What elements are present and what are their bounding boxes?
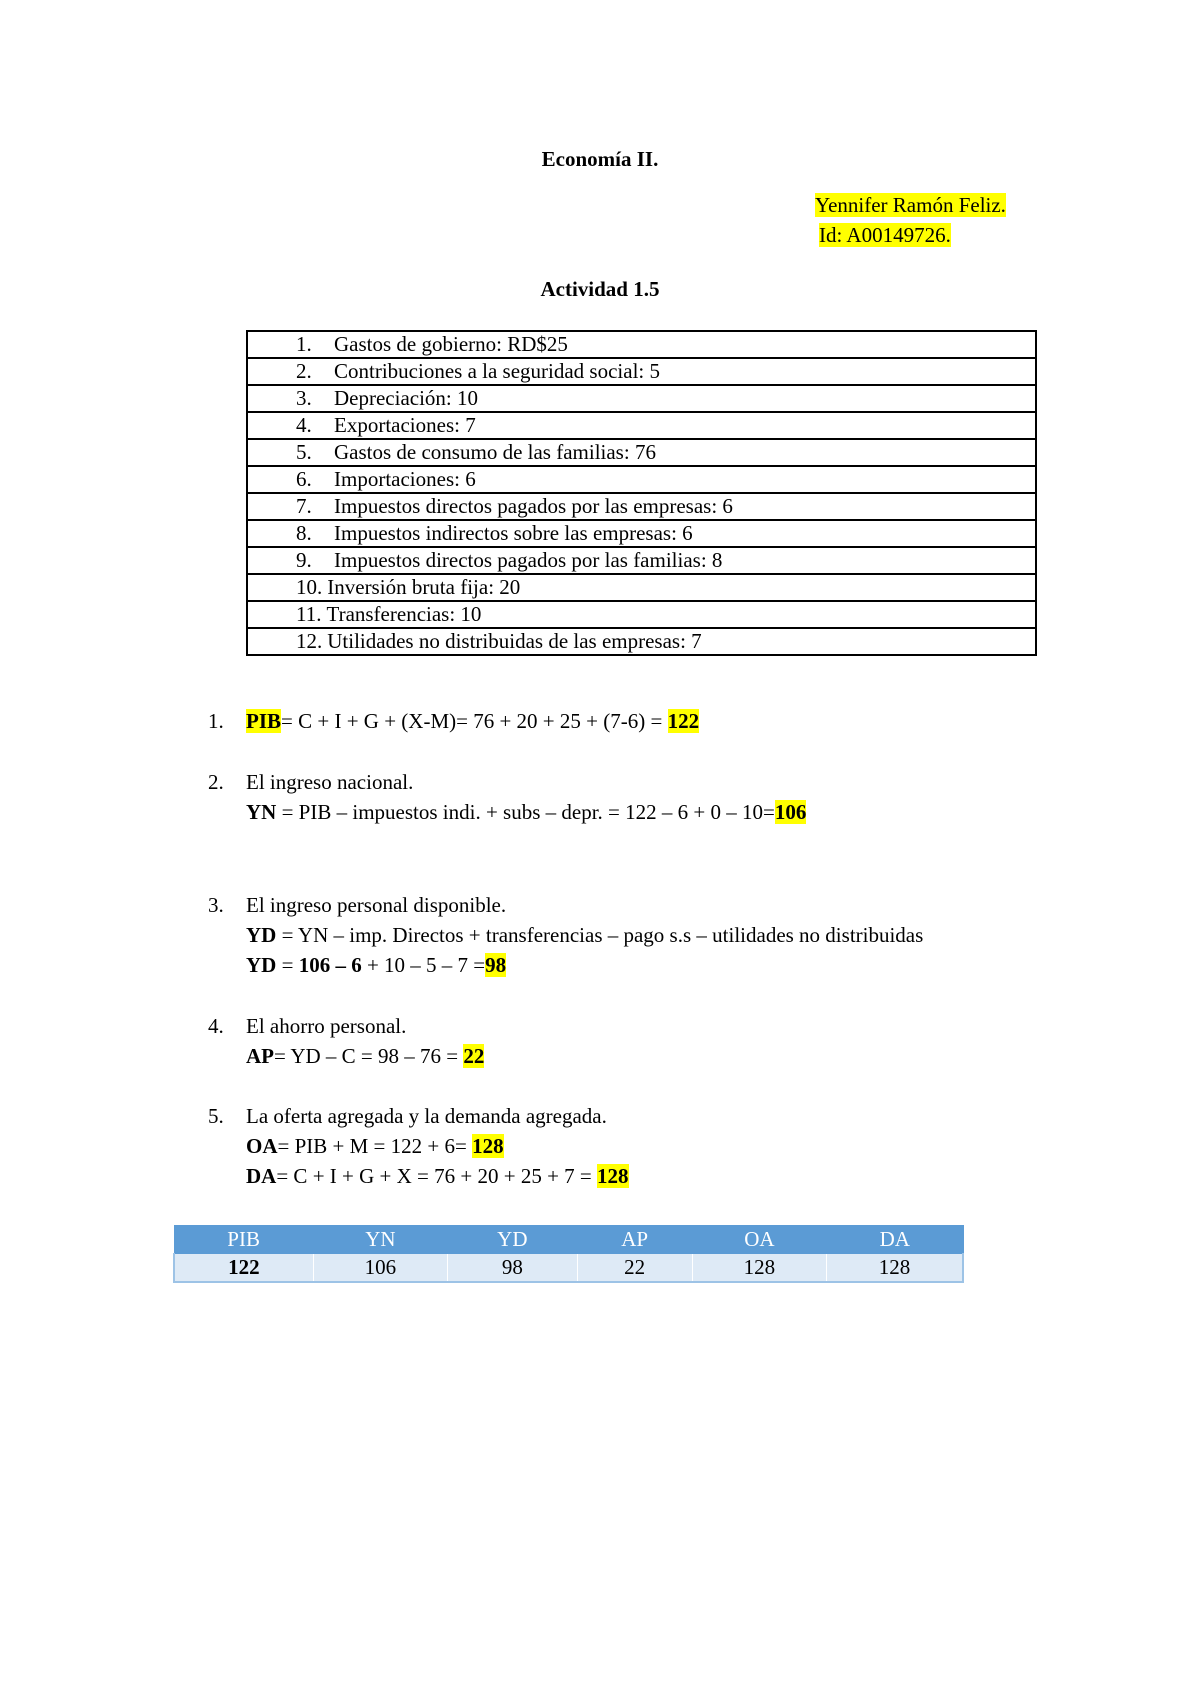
course-title: Economía II. — [541, 147, 659, 171]
formula-label: YD — [246, 953, 277, 977]
formula-result: 128 — [597, 1164, 629, 1188]
formula-text: = YD – C = 98 – 76 = — [274, 1044, 464, 1068]
question-title: La oferta agregada y la demanda agregada. — [246, 1104, 607, 1128]
item-cell — [247, 385, 1036, 412]
item-number: 9. — [296, 548, 312, 572]
item-cell — [247, 601, 1036, 628]
item-text: Gastos de gobierno: RD$25 — [334, 332, 568, 356]
item-text: Exportaciones: 7 — [334, 413, 476, 437]
item-text: Depreciación: 10 — [334, 386, 479, 410]
formula-label: PIB — [246, 709, 282, 733]
formula-label: YN — [246, 800, 277, 824]
item-cell — [247, 574, 1036, 601]
formula-result: 98 — [485, 953, 507, 977]
author-name: Yennifer Ramón Feliz. — [815, 193, 1006, 217]
formula-text: = PIB – impuestos indi. + subs – depr. = 122 – 6 + 0 – 10= — [276, 800, 775, 824]
item-number: 8. — [296, 521, 312, 545]
item-number: 10. — [296, 575, 323, 599]
summary-value-cell: 22 — [577, 1254, 692, 1283]
item-row — [247, 331, 1036, 358]
summary-header-cell: OA — [692, 1226, 826, 1254]
item-row — [247, 466, 1036, 493]
author-block — [815, 190, 1006, 250]
item-text: Inversión bruta fija: 20 — [327, 575, 521, 599]
item-text: Transferencias: 10 — [326, 602, 482, 626]
question-title: El ingreso nacional. — [246, 770, 414, 794]
formula-text: = C + I + G + X = 76 + 20 + 25 + 7 = — [276, 1164, 598, 1188]
formula-result: 106 — [774, 800, 807, 824]
summary-value-cell: 128 — [692, 1254, 826, 1283]
item-cell — [247, 358, 1036, 385]
question-number: 1. — [208, 709, 224, 733]
summary-value-cell: 98 — [448, 1254, 578, 1283]
summary-header-row — [174, 1226, 963, 1254]
item-cell — [247, 412, 1036, 439]
question-number: 4. — [208, 1014, 224, 1038]
item-text: Gastos de consumo de las familias: 76 — [334, 440, 656, 464]
formula-text: = YN – imp. Directos + transferencias – pago s.s – utilidades no distribuidas — [276, 923, 924, 947]
summary-value-cell: 106 — [313, 1254, 447, 1283]
item-number: 11. — [296, 602, 322, 626]
item-row — [247, 601, 1036, 628]
formula-label: DA — [246, 1164, 277, 1188]
item-text: Impuestos indirectos sobre las empresas: 6 — [334, 521, 693, 545]
formula-result: 122 — [667, 709, 700, 733]
item-cell — [247, 628, 1036, 655]
summary-value-cell: 122 — [174, 1254, 313, 1283]
item-text: Contribuciones a la seguridad social: 5 — [334, 359, 661, 383]
formula-text: = — [276, 953, 299, 977]
question-title: El ahorro personal. — [246, 1014, 407, 1038]
item-cell — [247, 547, 1036, 574]
summary-table — [173, 1225, 964, 1283]
item-text: Impuestos directos pagados por las familias: 8 — [334, 548, 723, 572]
items-table — [246, 330, 1037, 656]
formula-result: 22 — [463, 1044, 485, 1068]
formula-bold-part: 106 – 6 — [298, 953, 362, 977]
item-number: 3. — [296, 386, 312, 410]
summary-header-cell: YD — [448, 1226, 578, 1254]
item-row — [247, 439, 1036, 466]
summary-header-cell: YN — [313, 1226, 447, 1254]
question-number: 3. — [208, 893, 224, 917]
item-number: 1. — [296, 332, 312, 356]
item-row — [247, 385, 1036, 412]
formula-text: + 10 – 5 – 7 = — [361, 953, 486, 977]
question-title: El ingreso personal disponible. — [246, 893, 507, 917]
item-number: 5. — [296, 440, 312, 464]
item-cell — [247, 520, 1036, 547]
item-text: Impuestos directos pagados por las empresas: 6 — [334, 494, 733, 518]
question-number: 5. — [208, 1104, 224, 1128]
item-text: Utilidades no distribuidas de las empresas: 7 — [327, 629, 702, 653]
activity-title: Actividad 1.5 — [540, 277, 660, 301]
summary-header-cell: AP — [577, 1226, 692, 1254]
item-row — [247, 412, 1036, 439]
summary-header-cell: DA — [827, 1226, 963, 1254]
formula-label: OA — [246, 1134, 278, 1158]
item-row — [247, 358, 1036, 385]
item-text: Importaciones: 6 — [334, 467, 476, 491]
item-row — [247, 628, 1036, 655]
item-number: 6. — [296, 467, 312, 491]
summary-value-cell: 128 — [827, 1254, 963, 1283]
summary-value-row — [174, 1254, 963, 1283]
item-number: 7. — [296, 494, 312, 518]
author-id: Id: A00149726. — [819, 223, 951, 247]
item-cell — [247, 493, 1036, 520]
summary-header-cell: PIB — [174, 1226, 313, 1254]
formula-text: = C + I + G + (X-M)= 76 + 20 + 25 + (7-6) = — [281, 709, 668, 733]
item-row — [247, 547, 1036, 574]
question-number: 2. — [208, 770, 224, 794]
item-number: 12. — [296, 629, 323, 653]
item-cell — [247, 439, 1036, 466]
item-row — [247, 574, 1036, 601]
formula-text: = PIB + M = 122 + 6= — [277, 1134, 473, 1158]
formula-result: 128 — [472, 1134, 504, 1158]
item-row — [247, 493, 1036, 520]
item-cell — [247, 466, 1036, 493]
item-number: 4. — [296, 413, 312, 437]
formula-label: AP — [246, 1044, 274, 1068]
item-row — [247, 520, 1036, 547]
formula-label: YD — [246, 923, 277, 947]
item-number: 2. — [296, 359, 312, 383]
item-cell — [247, 331, 1036, 358]
